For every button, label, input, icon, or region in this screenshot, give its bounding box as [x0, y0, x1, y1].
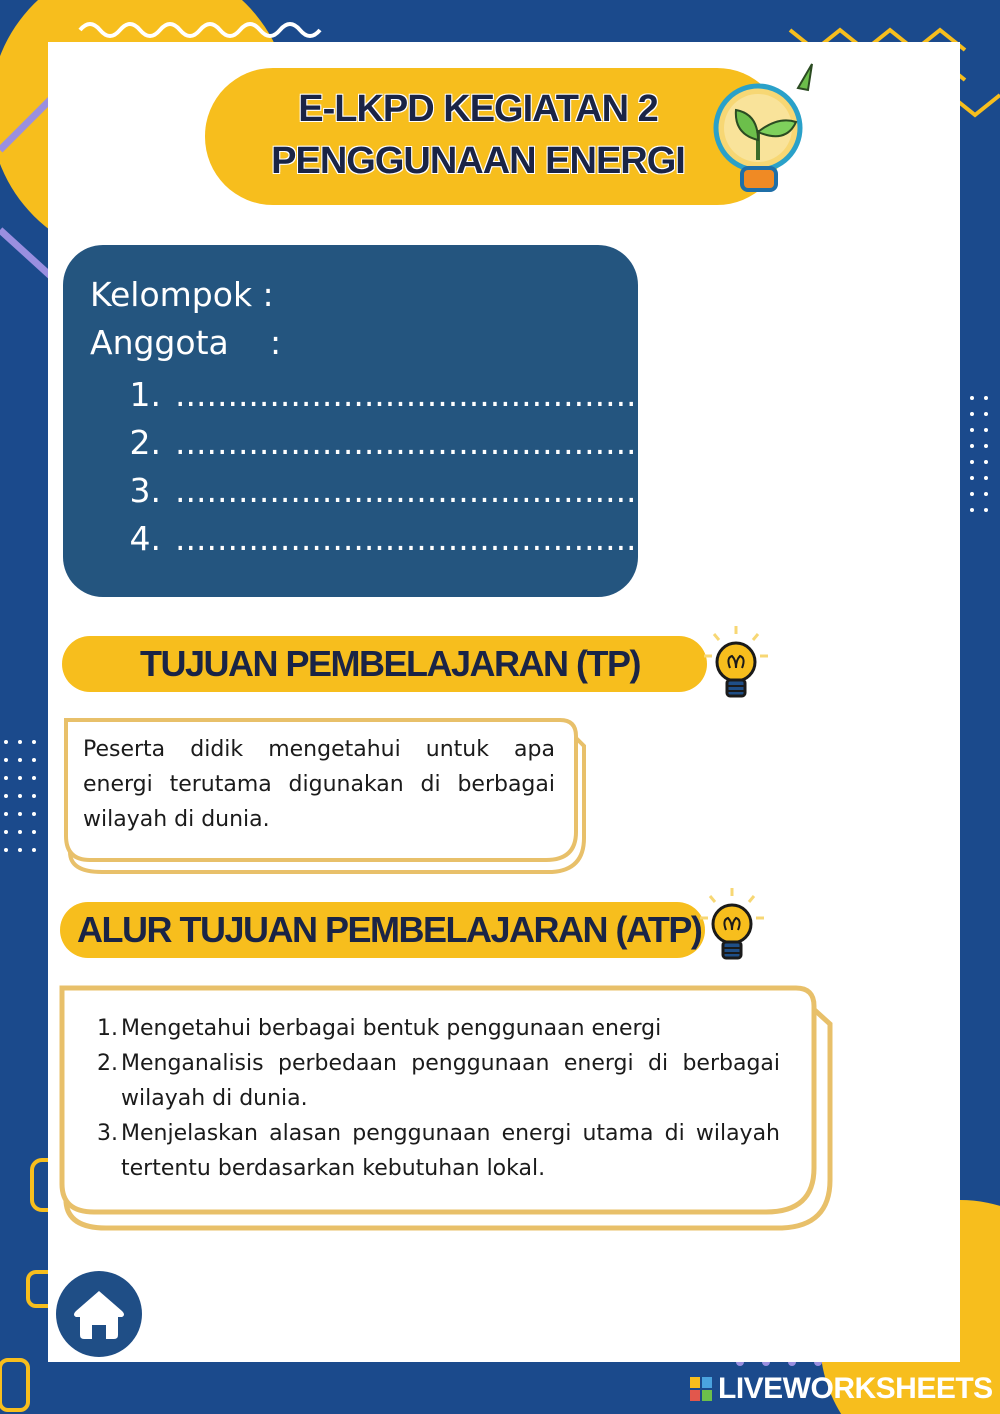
home-button[interactable] [56, 1271, 142, 1357]
tp-description: Peserta didik mengetahui untuk apa energi terutama digunakan di berbagai wilayah di dunia. [83, 737, 555, 832]
lightbulb-plant-icon [706, 60, 826, 210]
atp-title: ALUR TUJUAN PEMBELAJARAN (ATP) [77, 909, 702, 950]
page-title-line1: E-LKPD KEGIATAN 2 [298, 88, 658, 130]
atp-list [82, 1011, 780, 1186]
page-title-line2: PENGGUNAAN ENERGI [271, 140, 685, 182]
brand-grid-icon [690, 1377, 712, 1401]
member-number: 3. [129, 471, 161, 510]
member-number: 2. [129, 423, 161, 462]
home-icon [56, 1271, 142, 1357]
member-row[interactable] [115, 375, 741, 414]
member-blank[interactable]: ...................................................... [175, 423, 742, 462]
member-blank[interactable]: ...................................................... [175, 519, 742, 558]
lightbulb-icon [702, 624, 770, 708]
list-item [82, 1046, 780, 1116]
member-row[interactable] [115, 423, 741, 462]
group-info-panel [63, 245, 742, 597]
list-item-text: Menjelaskan alasan penggunaan energi utama di wilayah tertentu berdasarkan kebutuhan lokal. [121, 1121, 780, 1181]
list-item-text: Mengetahui berbagai bentuk penggunaan energi [121, 1016, 662, 1041]
kelompok-label: Kelompok : [90, 275, 274, 314]
tp-title: TUJUAN PEMBELAJARAN (TP) [140, 643, 641, 684]
list-item-number: 1. [97, 1016, 118, 1041]
member-number: 4. [129, 519, 161, 558]
list-item-number: 3. [97, 1121, 118, 1146]
anggota-colon: : [270, 323, 282, 362]
list-item-text: Menganalisis perbedaan penggunaan energi di berbagai wilayah di dunia. [121, 1051, 780, 1111]
member-blank[interactable]: ...................................................... [175, 375, 742, 414]
brand-logo [690, 1372, 993, 1406]
member-number: 1. [129, 375, 161, 414]
member-row[interactable] [115, 519, 741, 558]
brand-text: LIVEWORKSHEETS [718, 1372, 993, 1405]
list-item [82, 1011, 780, 1046]
anggota-label: Anggota [90, 323, 229, 362]
member-blank[interactable]: ...................................................... [175, 471, 742, 510]
member-row[interactable] [115, 471, 741, 510]
list-item [82, 1116, 780, 1186]
list-item-number: 2. [97, 1051, 118, 1076]
lightbulb-icon [698, 886, 766, 970]
